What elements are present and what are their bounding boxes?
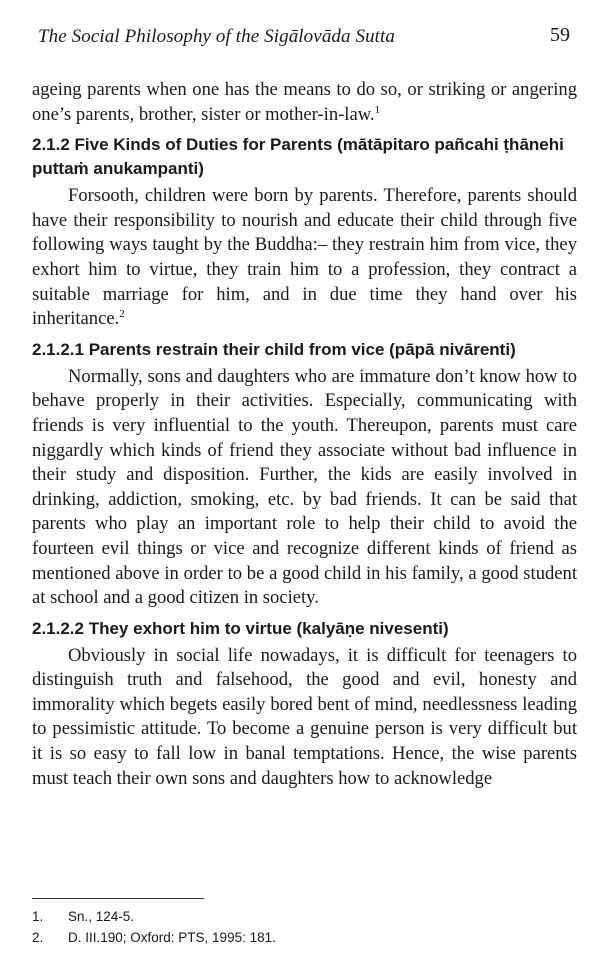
footnote-divider xyxy=(32,898,204,899)
footnote-text: Sn., 124-5. xyxy=(68,909,135,924)
section-heading-restrain-vice: 2.1.2.1 Parents restrain their child from vice (pāpā nivārenti) xyxy=(32,339,516,359)
footnote-1 xyxy=(32,906,577,927)
paragraph-exhort-virtue: Obviously in social life nowadays, it is difficult for teenagers to distinguish truth and falsehood, the good and evil, honesty and immorality which begets easily bored bent of mind, needlessness leading to pessimistic attitude. To become a genuine person is very difficult but it is so easy to fall low in banal temptations. Hence, the wise parents must teach their own sons and daughters how to acknowledge xyxy=(32,644,577,789)
footnotes xyxy=(32,906,577,948)
footnote-text: D. III.190; Oxford: PTS, 1995: 181. xyxy=(68,930,276,945)
section-heading-five-duties: 2.1.2 Five Kinds of Duties for Parents (mātāpitaro pañcahi ṭhānehi puttaṁ anukampanti) xyxy=(32,135,564,179)
section-heading-exhort-virtue: 2.1.2.2 They exhort him to virtue (kalyāṇe nivesenti) xyxy=(32,618,449,638)
paragraph-restrain-vice: Normally, sons and daughters who are immature don’t know how to behave properly in their activities. Especially, communicating with friends is very influential to the youth. Thereupon, parents must care niggardly which kinds of friend they associate without bad influence in their study and disposition. Further, the kids are easily involved in drinking, addiction, smoking, etc. by bad friends. It can be said that parents who play an important role to help their child to avoid the fourteen evil things or vice and recognize different kinds of friend as mentioned above in order to be a good child in his family, a good student at school and a good citizen in society. xyxy=(32,365,577,609)
page-header xyxy=(30,24,570,54)
running-title: The Social Philosophy of the Sigālovāda Sutta xyxy=(38,26,396,47)
paragraph-five-duties xyxy=(32,184,577,332)
intro-text: ageing parents when one has the means to do so, or striking or angering one’s parents, brother, sister or mother-in-law. xyxy=(32,79,577,125)
footnote-ref-1: 1 xyxy=(374,103,381,116)
footnote-number: 2. xyxy=(32,930,44,945)
footnote-2 xyxy=(32,927,577,948)
paragraph-five-duties-text: Forsooth, children were born by parents. Therefore, parents should have their responsibility to nourish and educate their child through five following ways taught by the Buddha:– they restrain him from vice, they exhort him to virtue, they train him to a profession, they contract a suitable marriage for him, and in due time they hand over his inheritance. xyxy=(32,185,577,330)
footnote-number: 1. xyxy=(32,909,44,924)
footnote-ref-2: 2 xyxy=(119,307,125,320)
page-number: 59 xyxy=(550,24,570,46)
intro-paragraph xyxy=(32,78,577,127)
body-text xyxy=(32,78,577,791)
